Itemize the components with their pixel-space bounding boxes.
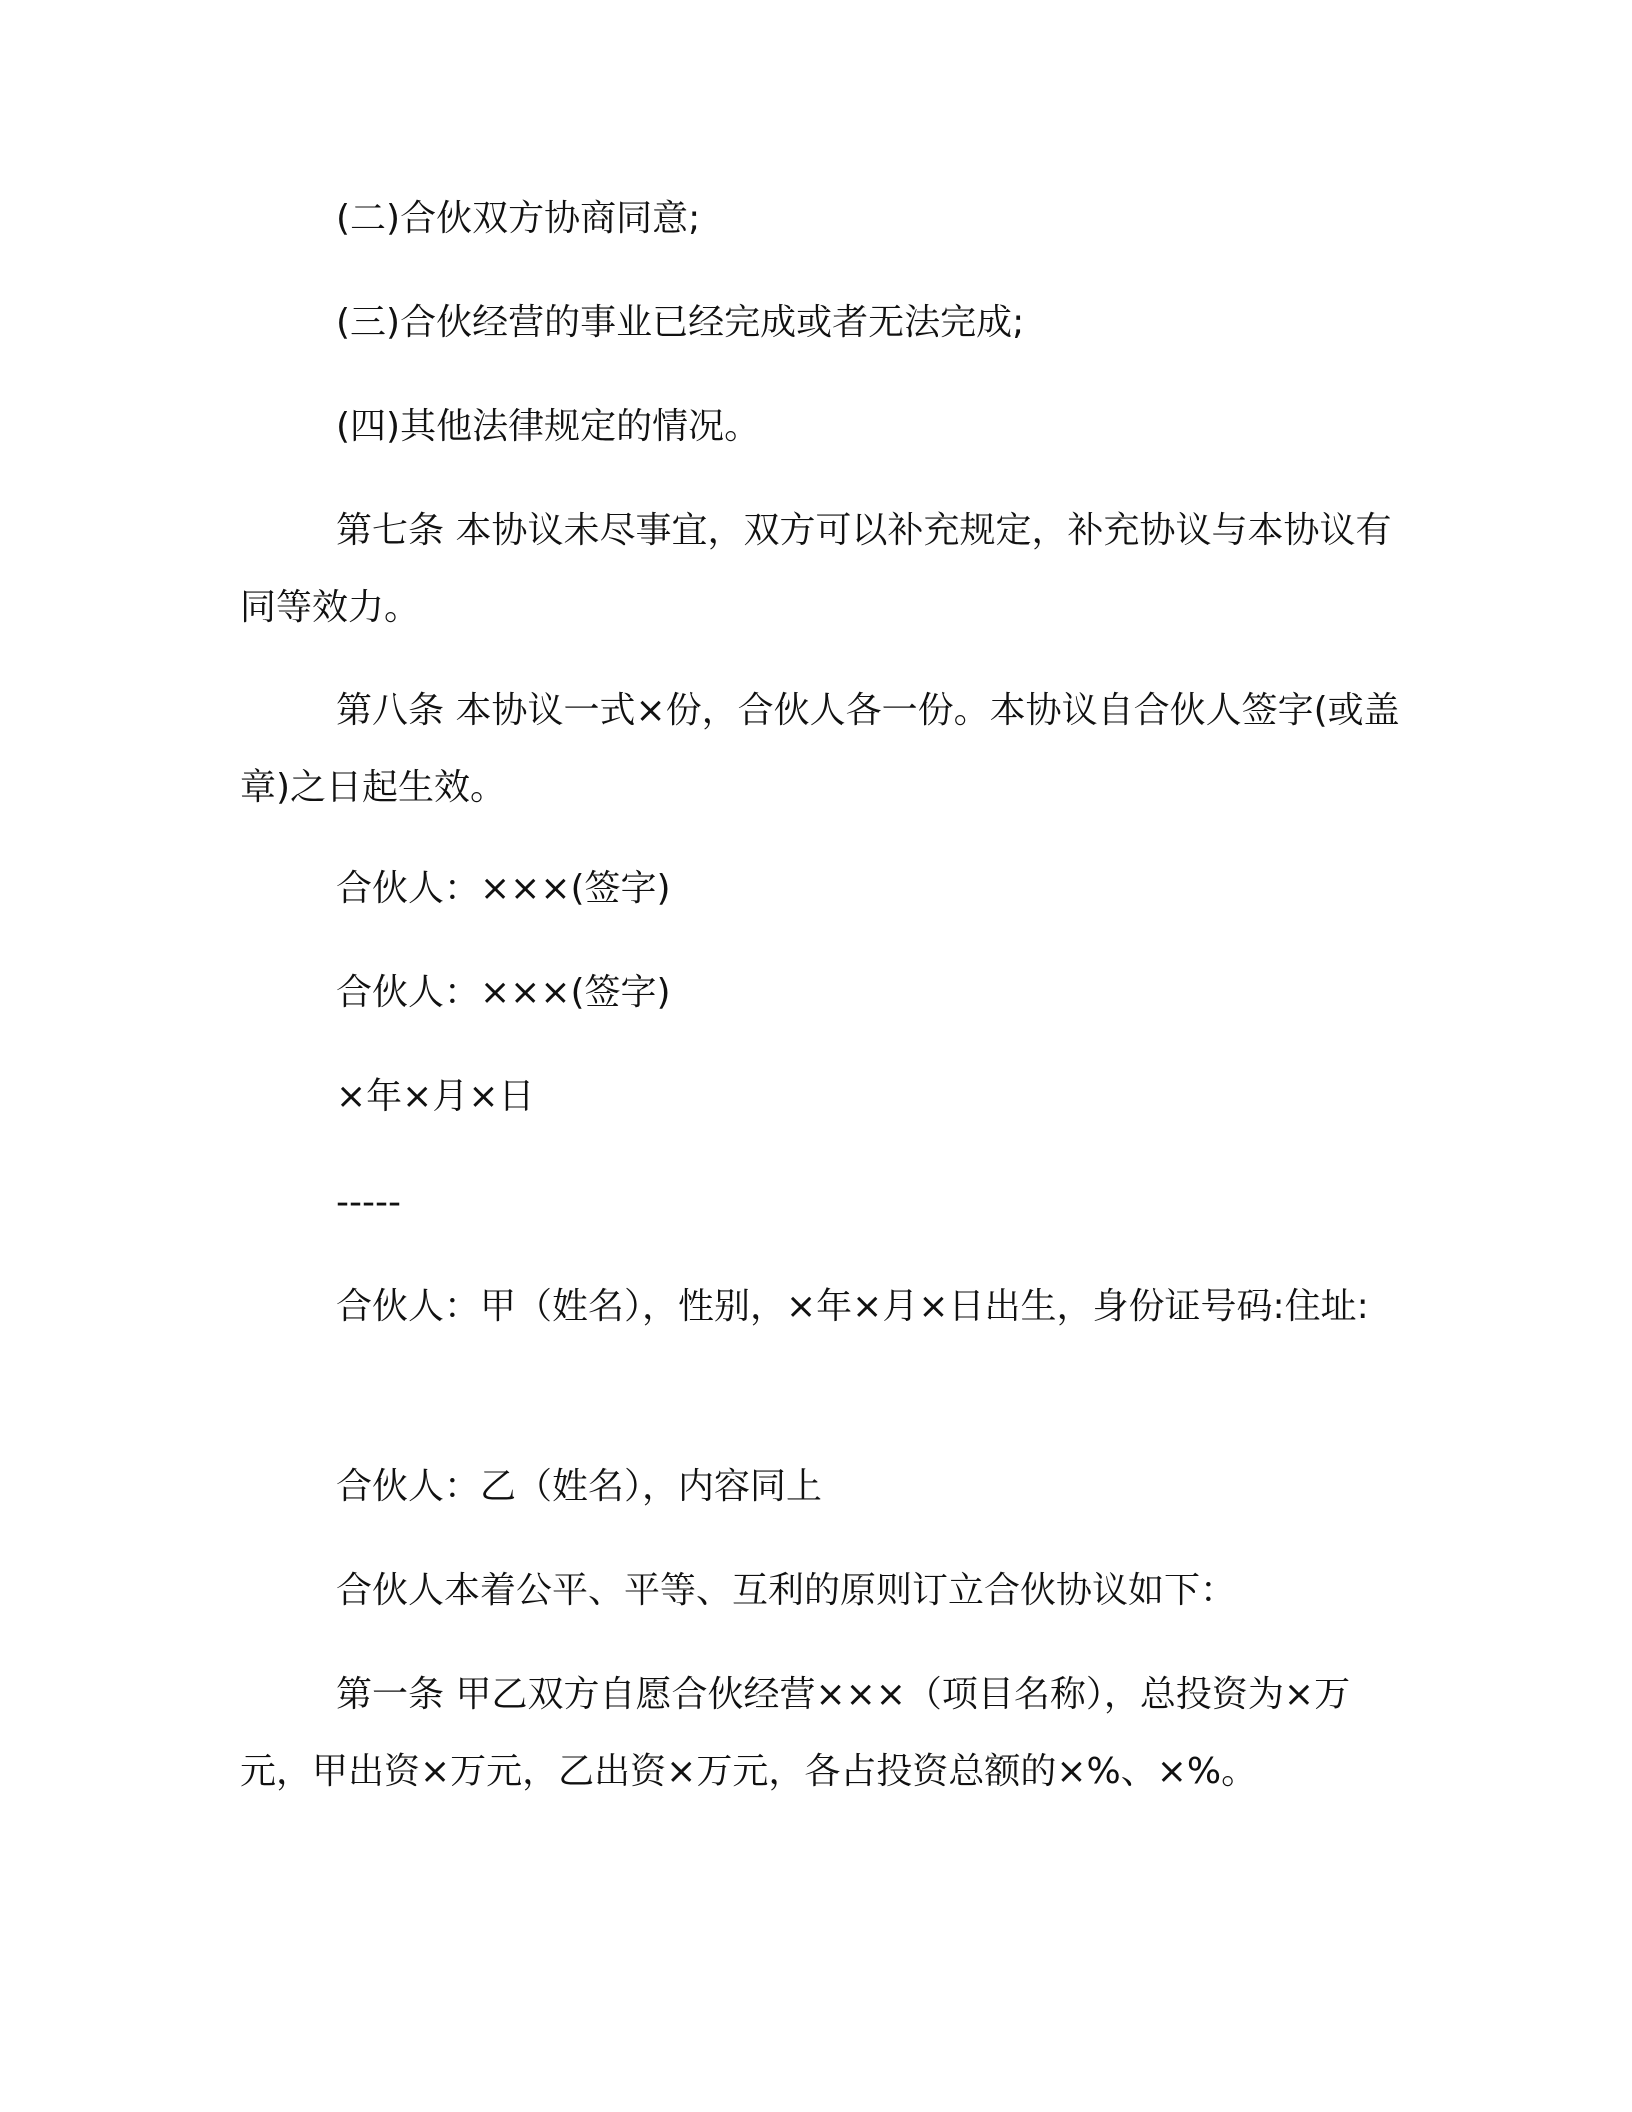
clause-item-2: (二)合伙双方协商同意; <box>336 198 701 239</box>
partner-b-info: 合伙人：乙（姓名），内容同上 <box>336 1466 823 1507</box>
clause-item-4: (四)其他法律规定的情况。 <box>336 406 761 447</box>
agreement-preamble: 合伙人本着公平、平等、互利的原则订立合伙协议如下： <box>336 1570 1237 1611</box>
clause-item-3: (三)合伙经营的事业已经完成或者无法完成; <box>336 302 1025 343</box>
signature-partner-1: 合伙人：×××(签字) <box>336 868 671 909</box>
article-1: 第一条 甲乙双方自愿合伙经营×××（项目名称），总投资为×万元，甲出资×万元，乙出资×万元，各占投资总额的×%、×%。 <box>240 1674 1351 1792</box>
section-divider: ----- <box>336 1182 401 1223</box>
article-7: 第七条 本协议未尽事宜，双方可以补充规定，补充协议与本协议有同等效力。 <box>240 510 1392 628</box>
article-8: 第八条 本协议一式×份，合伙人各一份。本协议自合伙人签字(或盖章)之日起生效。 <box>240 690 1400 808</box>
signing-date: ×年×月×日 <box>336 1076 535 1117</box>
partner-a-info: 合伙人：甲（姓名），性别，×年×月×日出生，身份证号码:住址: <box>336 1286 1369 1327</box>
signature-partner-2: 合伙人：×××(签字) <box>336 972 671 1013</box>
